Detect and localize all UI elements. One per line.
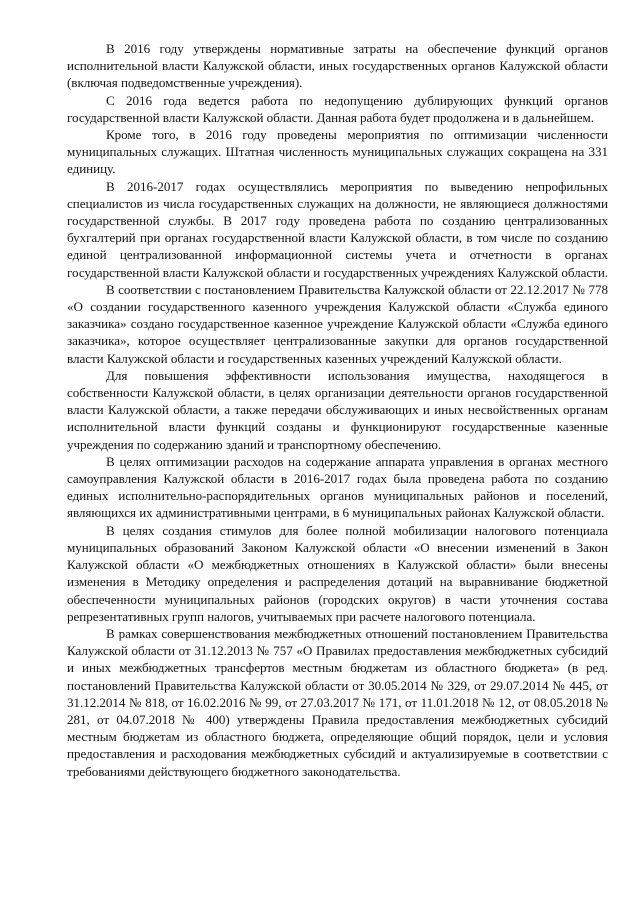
paragraph-staff-optimization: Кроме того, в 2016 году проведены мероприятия по оптимизации численности муниципальных служащих. Штатная численность муниципальных служащих сокращена на 331 единицу.	[67, 127, 608, 177]
paragraph-normative-costs: В 2016 году утверждены нормативные затраты на обеспечение функций органов исполнительной власти Калужской области, иных государственных органов Калужской области (включая подведомственные учреждения).	[67, 41, 608, 91]
paragraph-interbudget-subsidies: В рамках совершенствования межбюджетных отношений постановлением Правительства Калужской области от 31.12.2013 № 757 «О Правилах предоставления межбюджетных субсидий и иных межбюджетных трансфертов местным бюджетам из областного бюджета» (в ред. постановлений Правительства Калужской области от 30.05.2014 № 329, от 29.07.2014 № 445, от 31.12.2014 № 818, от 16.02.2016 № 99, от 27.03.2017 № 171, от 11.01.2018 № 12, от 08.05.2018 № 281, от 04.07.2018 № 400) утверждены Правила предоставления межбюджетных субсидий местным бюджетам из областного бюджета, определяющие общий порядок, цели и условия предоставления и расходования межбюджетных субсидий и актуализируемые в соответствии с требованиями действующего бюджетного законодательства.	[67, 625, 608, 779]
paragraph-duplicate-functions: С 2016 года ведется работа по недопущению дублирующих функций органов государственной власти Калужской области. Данная работа будет продолжена и в дальнейшем.	[67, 92, 608, 125]
paragraph-tax-potential: В целях создания стимулов для более полной мобилизации налогового потенциала муниципальных образований Законом Калужской области «О внесении изменений в Закон Калужской области «О межбюджетных отношениях в Калужской области» были внесены изменения в Методику определения и распределения дотаций на выравнивание бюджетной обеспеченности муниципальных районов (городских округов) в части уточнения состава репрезентативных групп налогов, учитываемых при расчете налогового потенциала.	[67, 522, 608, 624]
paragraph-local-government-costs: В целях оптимизации расходов на содержание аппарата управления в органах местного самоуправления Калужской области в 2016-2017 годах была проведена работа по созданию единых исполнительно-распорядительных органов муниципальных районов и поселений, являющихся их административными центрами, в 6 муниципальных районах Калужской области.	[67, 453, 608, 521]
paragraph-single-customer-service: В соответствии с постановлением Правительства Калужской области от 22.12.2017 № 778 «О создании государственного казенного учреждения Калужской области «Служба единого заказчика» создано государственное казенное учреждение Калужской области «Служба единого заказчика», которое осуществляет централизованные закупки для органов государственной власти Калужской области и государственных казенных учреждений Калужской области.	[67, 281, 608, 366]
paragraph-property-efficiency: Для повышения эффективности использования имущества, находящегося в собственности Калужской области, в целях организации деятельности органов государственной власти Калужской области, а также передачи обслуживающих и иных несвойственных органам исполнительной власти функций созданы и функционируют государственные казенные учреждения по содержанию зданий и транспортному обеспечению.	[67, 367, 608, 452]
paragraph-centralized-accounting: В 2016-2017 годах осуществлялись мероприятия по выведению непрофильных специалистов из числа государственных служащих на должности, не являющиеся должностями государственной службы. В 2017 году проведена работа по созданию централизованных бухгалтерий при органах государственной власти Калужской области, в том числе по созданию единой централизованной информационной системы учета и отчетности в органах государственной власти Калужской области и государственных учреждениях Калужской области.	[67, 178, 609, 280]
